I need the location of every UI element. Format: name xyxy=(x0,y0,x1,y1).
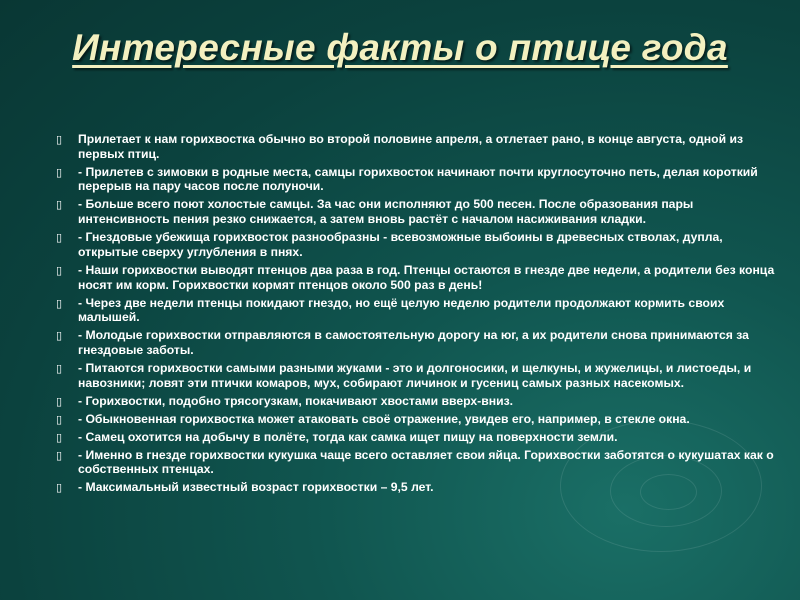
facts-list xyxy=(52,132,777,495)
fact-text: - Обыкновенная горихвостка может атаковать своё отражение, увидев его, например, в стекле окна. xyxy=(78,411,690,426)
fact-text: - Именно в гнезде горихвостки кукушка чаще всего оставляет свои яйца. Горихвостки заботятся о кукушатах как о собственных птенцах. xyxy=(78,447,774,477)
fact-item xyxy=(52,448,777,477)
box-glyph-bullet-icon: ▯ xyxy=(55,134,63,146)
box-glyph-bullet-icon: ▯ xyxy=(55,264,63,277)
fact-item xyxy=(52,165,777,194)
fact-item xyxy=(52,394,777,409)
fact-text: - Горихвостки, подобно трясогузкам, покачивают хвостами вверх-вниз. xyxy=(78,393,514,408)
fact-item xyxy=(52,132,777,161)
fact-item xyxy=(52,480,777,495)
fact-item xyxy=(52,430,777,445)
fact-text: - Питаются горихвостки самыми разными жуками - это и долгоносики, и щелкуны, и жужелицы, и листоеды, и навозники; ловят эти птички комаров, мух, собирают личинок и гусениц самых разных насекомых. xyxy=(78,360,752,390)
box-glyph-bullet-icon: ▯ xyxy=(55,395,63,408)
box-glyph-bullet-icon: ▯ xyxy=(55,482,63,495)
fact-item xyxy=(52,361,777,390)
fact-text: - Прилетев с зимовки в родные места, самцы горихвосток начинают почти круглосуточно петь, делая короткий перерыв на пару часов после полуночи. xyxy=(78,164,758,194)
fact-text: - Наши горихвостки выводят птенцов два раза в год. Птенцы остаются в гнезде две недели, а родители без конца носят им корм. Горихвостки кормят птенцов около 500 раз в день! xyxy=(78,262,775,292)
fact-item xyxy=(52,197,777,226)
slide-title: Интересные факты о птице года xyxy=(72,27,728,68)
fact-text: - Самец охотится на добычу в полёте, тогда как самка ищет пищу на поверхности земли. xyxy=(78,429,618,444)
fact-item xyxy=(52,263,777,292)
fact-text: - Молодые горихвостки отправляются в самостоятельную дорогу на юг, а их родители снова принимаются за гнездовые заботы. xyxy=(78,328,749,357)
box-glyph-bullet-icon: ▯ xyxy=(55,362,63,375)
box-glyph-bullet-icon: ▯ xyxy=(55,431,63,444)
fact-text: - Больше всего поют холостые самцы. За час они исполняют до 500 песен. После образования пары интенсивность пения резко снижается, а затем вновь растёт с началом насиживания кладки. xyxy=(78,197,694,227)
fact-item xyxy=(52,296,777,325)
box-glyph-bullet-icon: ▯ xyxy=(55,166,63,179)
box-glyph-bullet-icon: ▯ xyxy=(55,330,63,343)
box-glyph-bullet-icon: ▯ xyxy=(55,199,63,212)
box-glyph-bullet-icon: ▯ xyxy=(55,232,63,245)
box-glyph-bullet-icon: ▯ xyxy=(55,297,63,310)
fact-text: - Через две недели птенцы покидают гнездо, но ещё целую неделю родители продолжают кормить своих малышей. xyxy=(78,295,725,325)
fact-text: - Гнездовые убежища горихвосток разнообразны - всевозможные выбоины в древесных стволах, дупла, открытые сверху углубления в пнях. xyxy=(78,230,723,259)
fact-text: Прилетает к нам горихвостка обычно во второй половине апреля, а отлетает рано, в конце августа, одной из первых птиц. xyxy=(78,132,744,161)
fact-text: - Максимальный известный возраст горихвостки – 9,5 лет. xyxy=(78,480,434,495)
fact-item xyxy=(52,230,777,259)
box-glyph-bullet-icon: ▯ xyxy=(55,449,63,462)
fact-item xyxy=(52,412,777,427)
box-glyph-bullet-icon: ▯ xyxy=(55,413,63,426)
fact-item xyxy=(52,328,777,357)
